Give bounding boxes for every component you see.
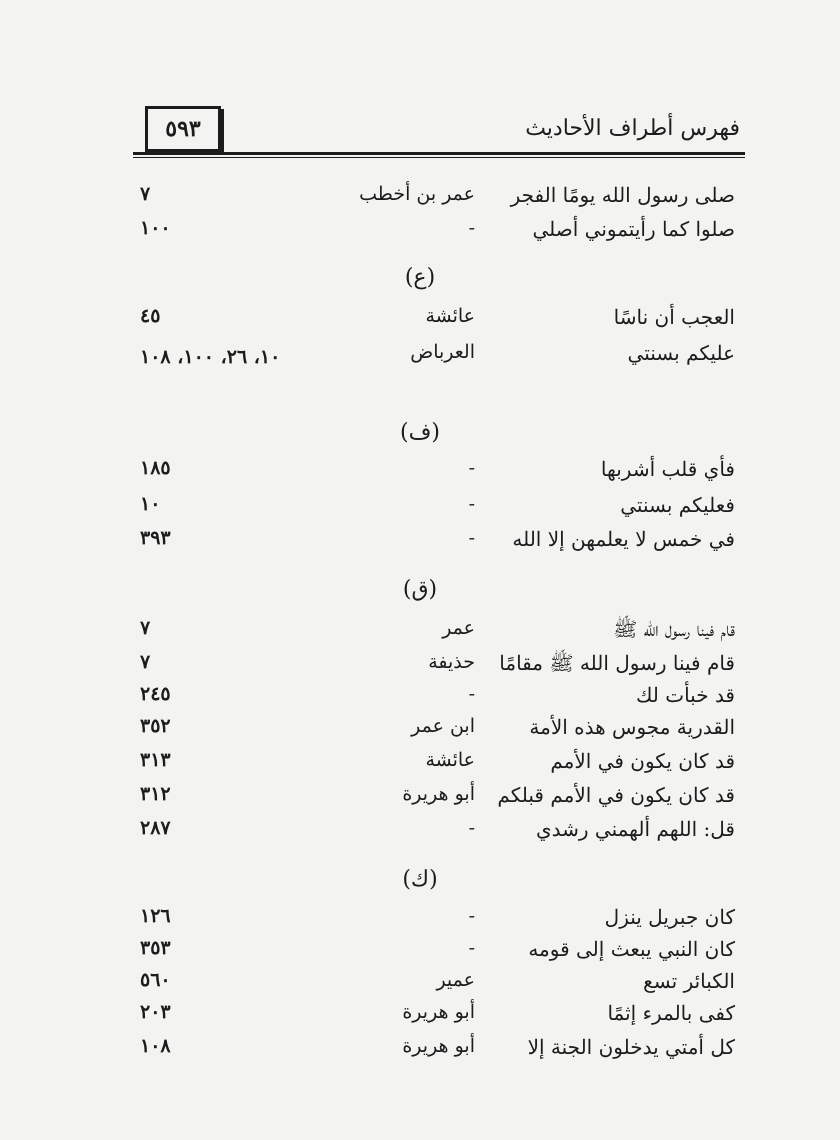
hadith-text: فعليكم بسنتي	[620, 493, 735, 517]
index-entry	[0, 783, 840, 813]
header-rule-thick	[133, 152, 745, 155]
narrator: أبو هريرة	[402, 1035, 475, 1057]
hadith-text: كان النبي يبعث إلى قومه	[528, 937, 735, 961]
narrator: حذيفة	[428, 651, 475, 673]
section-letter-heading: (ف)	[400, 420, 440, 445]
page-references: ٧	[140, 651, 151, 673]
index-entry	[0, 1001, 840, 1031]
index-entry	[0, 527, 840, 557]
index-entry	[0, 715, 840, 745]
narrator: أبو هريرة	[402, 1001, 475, 1023]
page-references: ١٠	[140, 493, 161, 515]
page-references: ٣١٣	[140, 749, 171, 771]
index-entry	[0, 817, 840, 847]
index-entry	[0, 183, 840, 213]
narrator: -	[468, 937, 475, 959]
index-entry	[0, 1035, 840, 1065]
page-references: ١٢٦	[140, 905, 171, 927]
index-entry	[0, 969, 840, 999]
narrator: -	[468, 817, 475, 839]
page-references: ٤٥	[140, 305, 161, 327]
hadith-text: العجب أن ناسًا	[613, 305, 735, 329]
hadith-text: قام فينا رسول الله ﷺ مقامًا	[499, 651, 735, 675]
hadith-text: الكبائر تسع	[643, 969, 735, 993]
hadith-text: عليكم بسنتي	[627, 341, 735, 365]
index-entry	[0, 305, 840, 335]
narrator: ابن عمر	[411, 715, 475, 737]
index-entry	[0, 493, 840, 523]
hadith-text: في خمس لا يعلمهن إلا الله	[512, 527, 735, 551]
narrator: عمر بن أخطب	[359, 183, 475, 205]
section-letter-heading: (ك)	[402, 867, 438, 892]
narrator: -	[468, 217, 475, 239]
page-references: ١٨٥	[140, 457, 171, 479]
hadith-text: صلى رسول الله يومًا الفجر	[510, 183, 735, 207]
hadith-text: قد كان يكون في الأمم قبلكم	[497, 783, 735, 807]
index-entry	[0, 905, 840, 935]
page-references: ١٠٨	[140, 1035, 171, 1057]
hadith-text: قام فينا رسول الله ﷺ	[613, 617, 735, 641]
hadith-text: كفى بالمرء إثمًا	[607, 1001, 735, 1025]
page-references: ٣٥٣	[140, 937, 171, 959]
narrator: العرباض	[410, 341, 475, 363]
hadith-text: صلوا كما رأيتموني أصلي	[532, 217, 735, 241]
narrator: عمير	[436, 969, 475, 991]
index-entry	[0, 217, 840, 247]
narrator: عائشة	[425, 305, 475, 327]
hadith-text: قل: اللهم ألهمني رشدي	[535, 817, 735, 841]
narrator: -	[468, 527, 475, 549]
page-references: ١٠، ٢٦، ١٠٠، ١٠٨	[140, 346, 281, 368]
page-references: ٧	[140, 183, 151, 205]
narrator: -	[468, 683, 475, 705]
page-references: ٢٤٥	[140, 683, 171, 705]
hadith-text: كل أمتي يدخلون الجنة إلا	[527, 1035, 735, 1059]
page-references: ٢٨٧	[140, 817, 171, 839]
index-entry	[0, 457, 840, 487]
page-references: ٣١٢	[140, 783, 171, 805]
page-references: ٧	[140, 617, 151, 639]
page-number: ٥٩٣	[145, 106, 221, 152]
header-rule-thin	[133, 157, 745, 158]
section-letter-heading: (ع)	[404, 265, 436, 290]
narrator: -	[468, 457, 475, 479]
hadith-text: كان جبريل ينزل	[604, 905, 735, 929]
narrator: أبو هريرة	[402, 783, 475, 805]
narrator: عمر	[442, 617, 475, 639]
page-references: ٣٥٢	[140, 715, 171, 737]
section-letter-heading: (ق)	[402, 577, 438, 602]
narrator: -	[468, 905, 475, 927]
hadith-text: قد خبأت لك	[635, 683, 735, 707]
index-entry	[0, 683, 840, 713]
page-references: ٢٠٣	[140, 1001, 171, 1023]
index-entry	[0, 937, 840, 967]
hadith-text: قد كان يكون في الأمم	[550, 749, 735, 773]
index-entry	[0, 617, 840, 647]
page-references: ٥٦٠	[140, 969, 171, 991]
narrator: -	[468, 493, 475, 515]
page-references: ٣٩٣	[140, 527, 171, 549]
index-entry	[0, 651, 840, 681]
index-entry	[0, 341, 840, 371]
narrator: عائشة	[425, 749, 475, 771]
running-head: فهرس أطراف الأحاديث	[525, 116, 740, 141]
index-entry	[0, 749, 840, 779]
hadith-text: القدرية مجوس هذه الأمة	[529, 715, 735, 739]
hadith-text: فأي قلب أشربها	[600, 457, 735, 481]
page-references: ١٠٠	[140, 217, 171, 239]
